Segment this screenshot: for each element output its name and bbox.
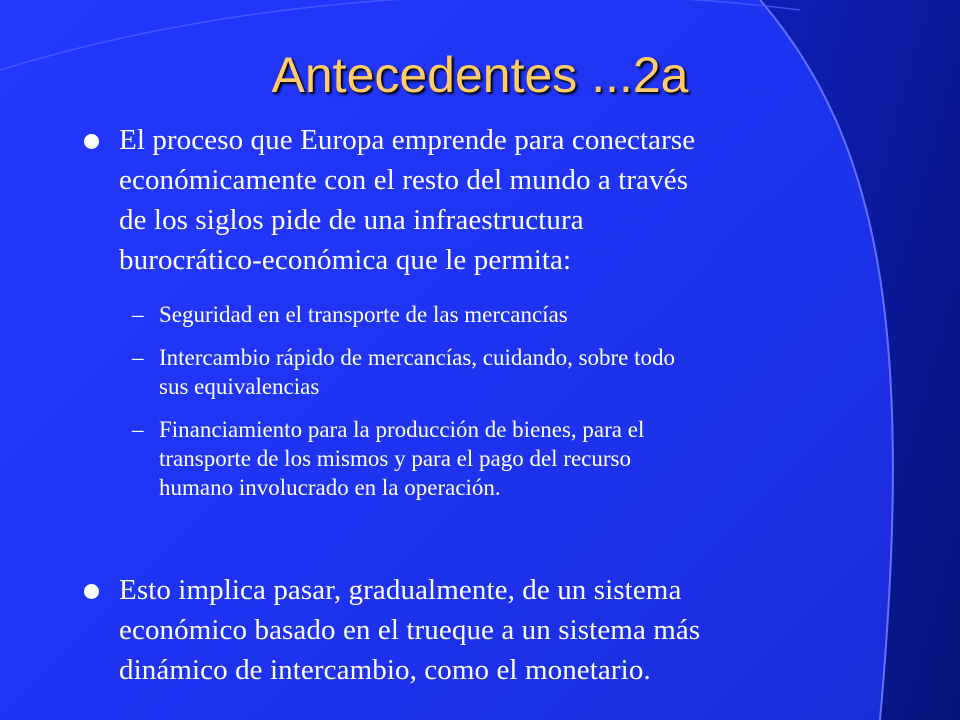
dash-marker: – — [132, 417, 144, 442]
dash-marker: – — [132, 345, 144, 370]
bullet-line: económico basado en el trueque a un sistema más — [119, 614, 701, 646]
sub-bullet-line: humano involucrado en la operación. — [159, 475, 501, 500]
bullet-line: dinámico de intercambio, como el monetario. — [119, 654, 651, 686]
bullet-line: El proceso que Europa emprende para conectarse — [119, 124, 696, 156]
sub-bullet-list — [132, 300, 892, 516]
sub-bullet-line: Seguridad en el transporte de las mercancías — [159, 302, 568, 327]
sub-bullet-line: sus equivalencias — [159, 374, 320, 399]
bullet-line: de los siglos pide de una infraestructura — [119, 204, 584, 236]
bullet-line: burocrático-económica que le permita: — [119, 244, 572, 276]
sub-bullet-text — [159, 343, 889, 401]
sub-bullet-item — [132, 300, 892, 329]
bullet-line: económicamente con el resto del mundo a través — [119, 164, 689, 196]
bullet-dot-icon — [84, 134, 99, 149]
sub-bullet-line: Financiamiento para la producción de bienes, para el — [159, 417, 645, 442]
bullet-line: Esto implica pasar, gradualmente, de un sistema — [119, 574, 682, 606]
dash-marker: – — [132, 302, 144, 327]
sub-bullet-line: Intercambio rápido de mercancías, cuidando, sobre todo — [159, 345, 676, 370]
bullet-text — [119, 570, 884, 690]
sub-bullet-item — [132, 415, 892, 502]
sub-bullet-text — [159, 300, 889, 329]
sub-bullet-item — [132, 343, 892, 401]
slide-title: Antecedentes ...2a — [271, 47, 689, 103]
bullet-dot-icon — [84, 584, 99, 599]
bullet-text — [119, 120, 864, 280]
sub-bullet-text — [159, 415, 889, 502]
sub-bullet-line: transporte de los mismos y para el pago del recurso — [159, 446, 632, 471]
